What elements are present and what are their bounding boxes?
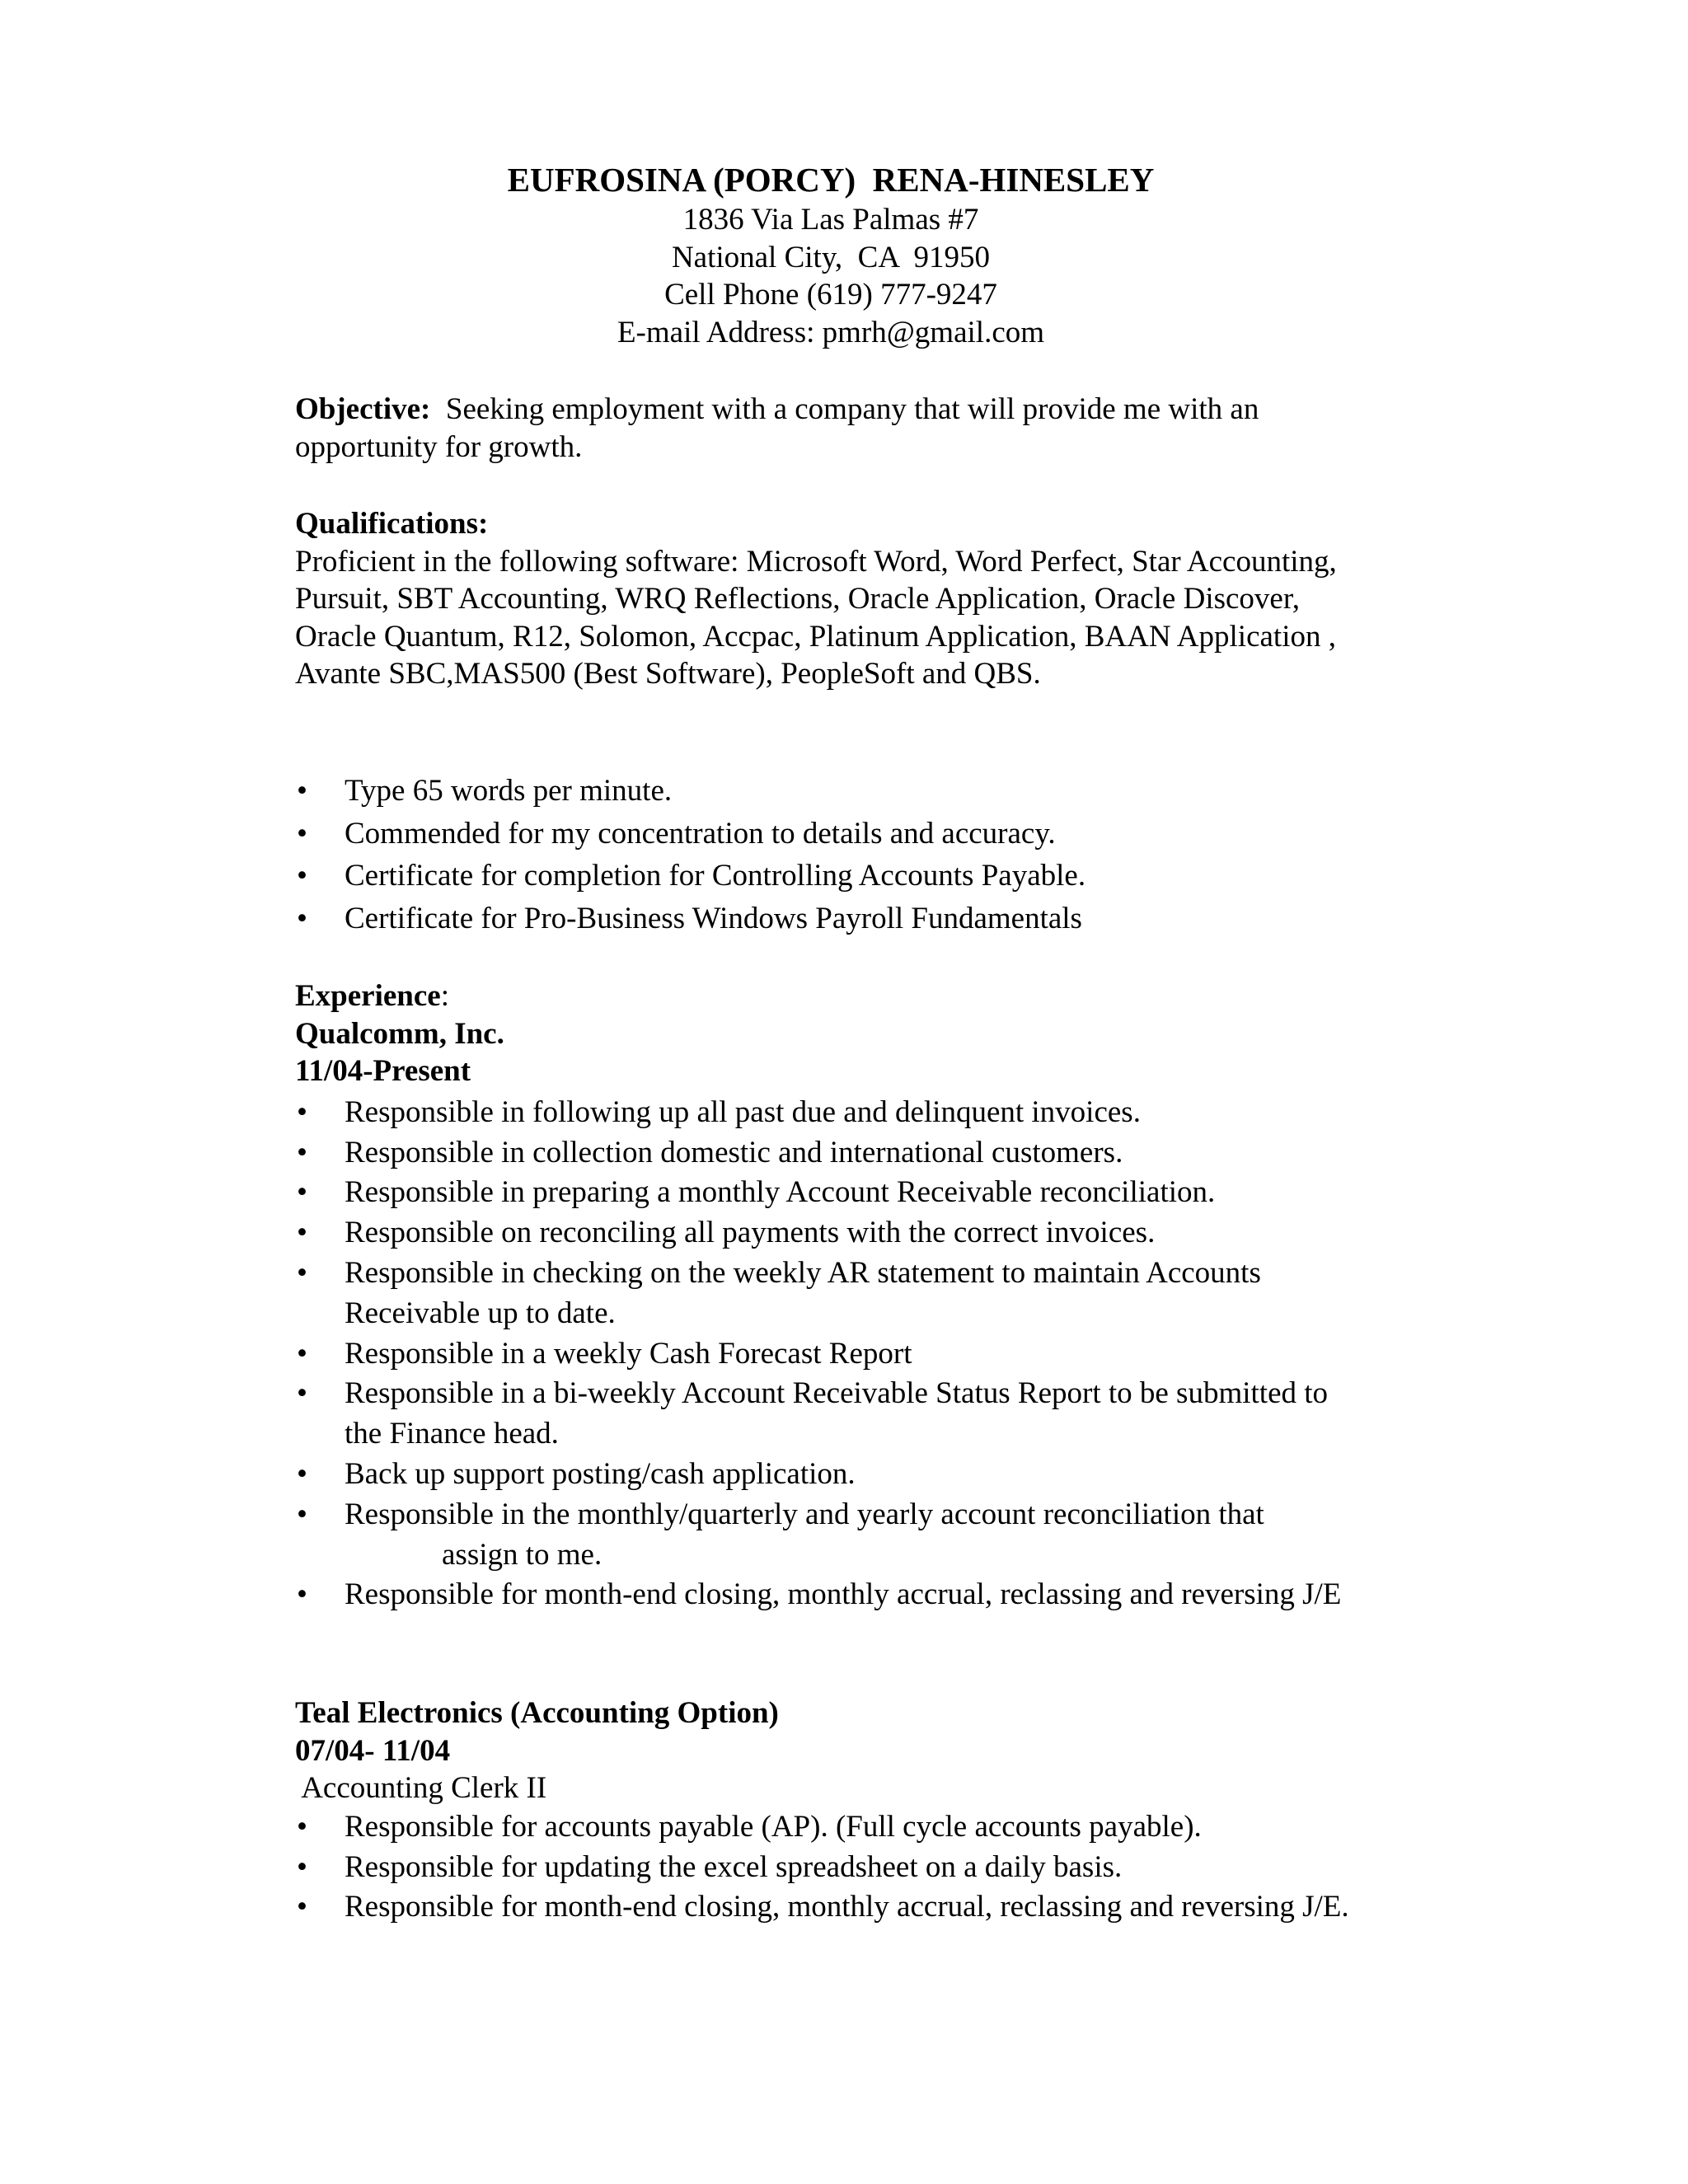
experience-section xyxy=(295,977,1416,1615)
bullet-continuation: assign to me. xyxy=(442,1537,603,1572)
phone: Cell Phone (619) 777-9247 xyxy=(664,278,997,312)
qualifications-section xyxy=(295,505,1416,693)
bullet-icon: • xyxy=(297,1094,307,1129)
address-line-2: National City, CA 91950 xyxy=(671,240,991,274)
bullet-icon: • xyxy=(297,1135,307,1169)
list-item: • Certificate for completion for Controlling Accounts Payable. xyxy=(295,857,1416,895)
objective-text: Seeking employment with a company that will provide me with an opportunity for growth. xyxy=(295,392,1267,464)
list-item: • Responsible for updating the excel spreadsheet on a daily basis. xyxy=(295,1848,1367,1888)
qualifications-heading: Qualifications: xyxy=(295,507,489,541)
job-title: Accounting Clerk II xyxy=(295,1771,547,1806)
email: E-mail Address: pmrh@gmail.com xyxy=(617,315,1045,349)
list-item: • Certificate for Pro-Business Windows Payroll Fundamentals xyxy=(295,900,1416,938)
applicant-name: EUFROSINA (PORCY) RENA-HINESLEY xyxy=(507,161,1155,199)
list-item: • Responsible for month-end closing, monthly accrual, reclassing and reversing J/E. xyxy=(295,1887,1367,1928)
job-company: Teal Electronics (Accounting Option) xyxy=(295,1696,779,1730)
list-item: • Responsible in the monthly/quarterly and yearly account reconciliation that assign to me. xyxy=(295,1495,1367,1576)
bullet-icon: • xyxy=(297,859,307,893)
job-dates: 11/04-Present xyxy=(295,1054,471,1089)
list-item: • Responsible in collection domestic and international customers. xyxy=(295,1133,1367,1174)
bullet-icon: • xyxy=(297,1849,307,1884)
list-item: • Type 65 words per minute. xyxy=(295,772,1416,810)
job-duties-list xyxy=(295,1093,1367,1615)
bullet-icon: • xyxy=(297,1376,307,1411)
bullet-icon: • xyxy=(297,1216,307,1250)
experience-heading: Experience: xyxy=(295,979,450,1013)
address-line-1: 1836 Via Las Palmas #7 xyxy=(682,203,979,237)
contact-block xyxy=(295,201,1367,351)
bullet-icon: • xyxy=(297,1890,307,1924)
bullet-icon: • xyxy=(297,901,307,935)
bullet-icon: • xyxy=(297,1336,307,1371)
list-item: • Responsible in checking on the weekly AR statement to maintain Accounts Receivable up to date. xyxy=(295,1254,1367,1334)
bullet-icon: • xyxy=(297,774,307,808)
list-item: • Responsible for month-end closing, monthly accrual, reclassing and reversing J/E xyxy=(295,1575,1367,1615)
bullet-icon: • xyxy=(297,816,307,851)
list-item: • Responsible in a bi-weekly Account Receivable Status Report to be submitted to the Finance head. xyxy=(295,1374,1367,1455)
qualification-list xyxy=(295,772,1416,937)
list-item: • Responsible for accounts payable (AP). (Full cycle accounts payable). xyxy=(295,1807,1367,1848)
bullet-icon: • xyxy=(297,1497,307,1531)
objective-section xyxy=(295,391,1400,466)
list-item: • Commended for my concentration to details and accuracy. xyxy=(295,815,1416,853)
bullet-icon: • xyxy=(297,1255,307,1290)
objective-label: Objective: xyxy=(295,392,431,426)
job-dates: 07/04- 11/04 xyxy=(295,1733,451,1768)
software-list: Proficient in the following software: Microsoft Word, Word Perfect, Star Accounting, Pursuit, SBT Accounting, WRQ Reflections, Oracle Application, Oracle Discover, Oracle Quantum, R12, Solomon, Accpac, Platinum Application, BAAN Application , Avante SBC,MAS500 (Best Software), PeopleSoft and QBS. xyxy=(295,544,1337,691)
list-item: • Responsible on reconciling all payments with the correct invoices. xyxy=(295,1213,1367,1254)
bullet-icon: • xyxy=(297,1175,307,1210)
bullet-icon: • xyxy=(297,1809,307,1844)
list-item: • Responsible in a weekly Cash Forecast Report xyxy=(295,1334,1367,1375)
list-item: • Responsible in following up all past due and delinquent invoices. xyxy=(295,1093,1367,1133)
job-duties-list xyxy=(295,1807,1367,1928)
job-company: Qualcomm, Inc. xyxy=(295,1016,504,1051)
qualifications-bullets xyxy=(295,772,1416,942)
bullet-icon: • xyxy=(297,1577,307,1612)
job-teal-electronics xyxy=(295,1694,1416,1928)
bullet-icon: • xyxy=(297,1456,307,1491)
list-item: • Back up support posting/cash application. xyxy=(295,1455,1367,1495)
list-item: • Responsible in preparing a monthly Account Receivable reconciliation. xyxy=(295,1173,1367,1213)
